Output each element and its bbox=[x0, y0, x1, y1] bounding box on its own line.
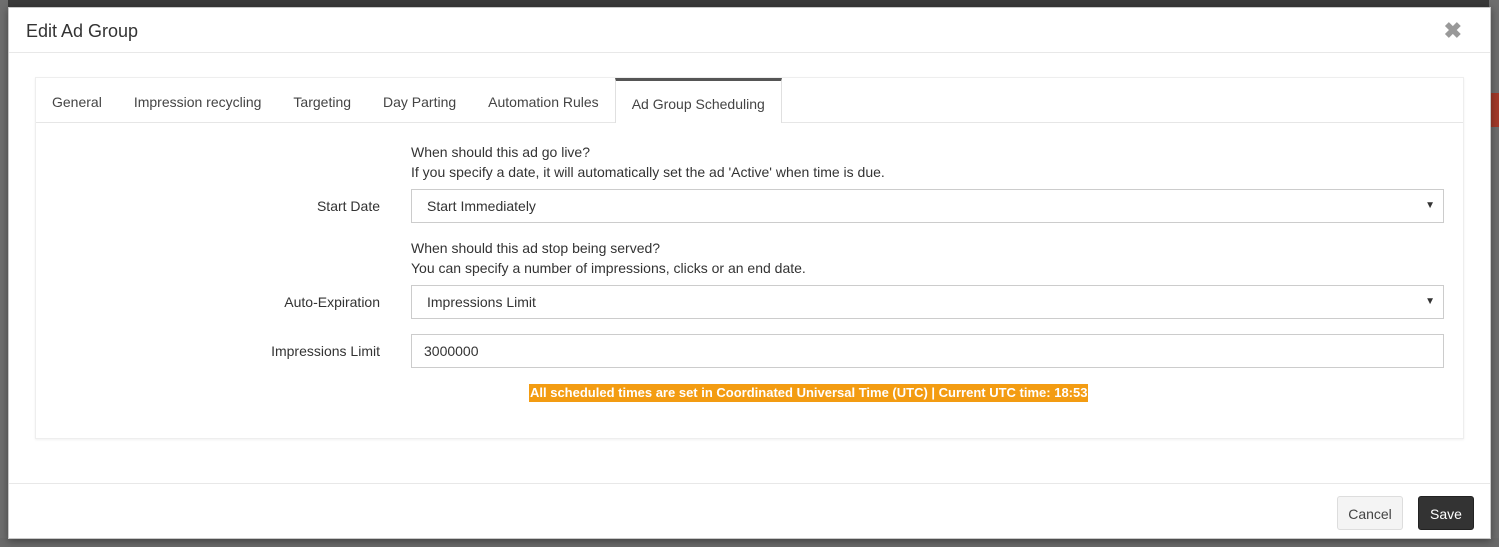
edit-ad-group-modal bbox=[8, 7, 1491, 539]
backdrop-left bbox=[0, 0, 8, 547]
tab-ad-group-scheduling[interactable]: Ad Group Scheduling bbox=[615, 78, 782, 123]
start-date-help-line2: If you specify a date, it will automatically set the ad 'Active' when time is due. bbox=[411, 164, 885, 180]
tab-general[interactable]: General bbox=[52, 94, 102, 110]
modal-header bbox=[9, 8, 1490, 53]
save-button[interactable]: Save bbox=[1418, 496, 1474, 530]
tab-panel bbox=[35, 77, 1464, 439]
auto-expiration-select-value: Impressions Limit bbox=[427, 294, 536, 310]
cancel-button[interactable]: Cancel bbox=[1337, 496, 1403, 530]
start-date-label: Start Date bbox=[316, 198, 380, 214]
tab-bar bbox=[36, 78, 1463, 123]
auto-expiration-help bbox=[411, 238, 806, 278]
caret-down-icon: ▼ bbox=[1425, 200, 1435, 211]
start-date-select[interactable] bbox=[411, 189, 1444, 223]
impressions-limit-label: Impressions Limit bbox=[271, 343, 380, 359]
modal-footer bbox=[9, 483, 1490, 541]
tab-impression-recycling[interactable]: Impression recycling bbox=[133, 94, 262, 110]
auto-expiration-label: Auto-Expiration bbox=[284, 294, 380, 310]
close-icon[interactable]: ✖ bbox=[1443, 18, 1462, 43]
auto-expiration-help-line2: You can specify a number of impressions, clicks or an end date. bbox=[411, 260, 806, 276]
impressions-limit-input[interactable]: 3000000 bbox=[411, 334, 1444, 368]
utc-notice-banner: All scheduled times are set in Coordinated Universal Time (UTC) | Current UTC time: 18:53 bbox=[530, 385, 1088, 400]
auto-expiration-help-line1: When should this ad stop being served? bbox=[411, 240, 661, 256]
start-date-help bbox=[411, 142, 885, 182]
auto-expiration-select[interactable] bbox=[411, 285, 1444, 319]
caret-down-icon: ▼ bbox=[1425, 296, 1435, 307]
start-date-select-value: Start Immediately bbox=[427, 198, 536, 214]
tab-targeting[interactable]: Targeting bbox=[293, 94, 352, 110]
tab-day-parting[interactable]: Day Parting bbox=[383, 94, 457, 110]
start-date-help-line1: When should this ad go live? bbox=[411, 144, 590, 160]
backdrop-right-accent bbox=[1491, 93, 1499, 127]
modal-title: Edit Ad Group bbox=[26, 21, 139, 41]
tab-automation-rules[interactable]: Automation Rules bbox=[488, 94, 599, 110]
